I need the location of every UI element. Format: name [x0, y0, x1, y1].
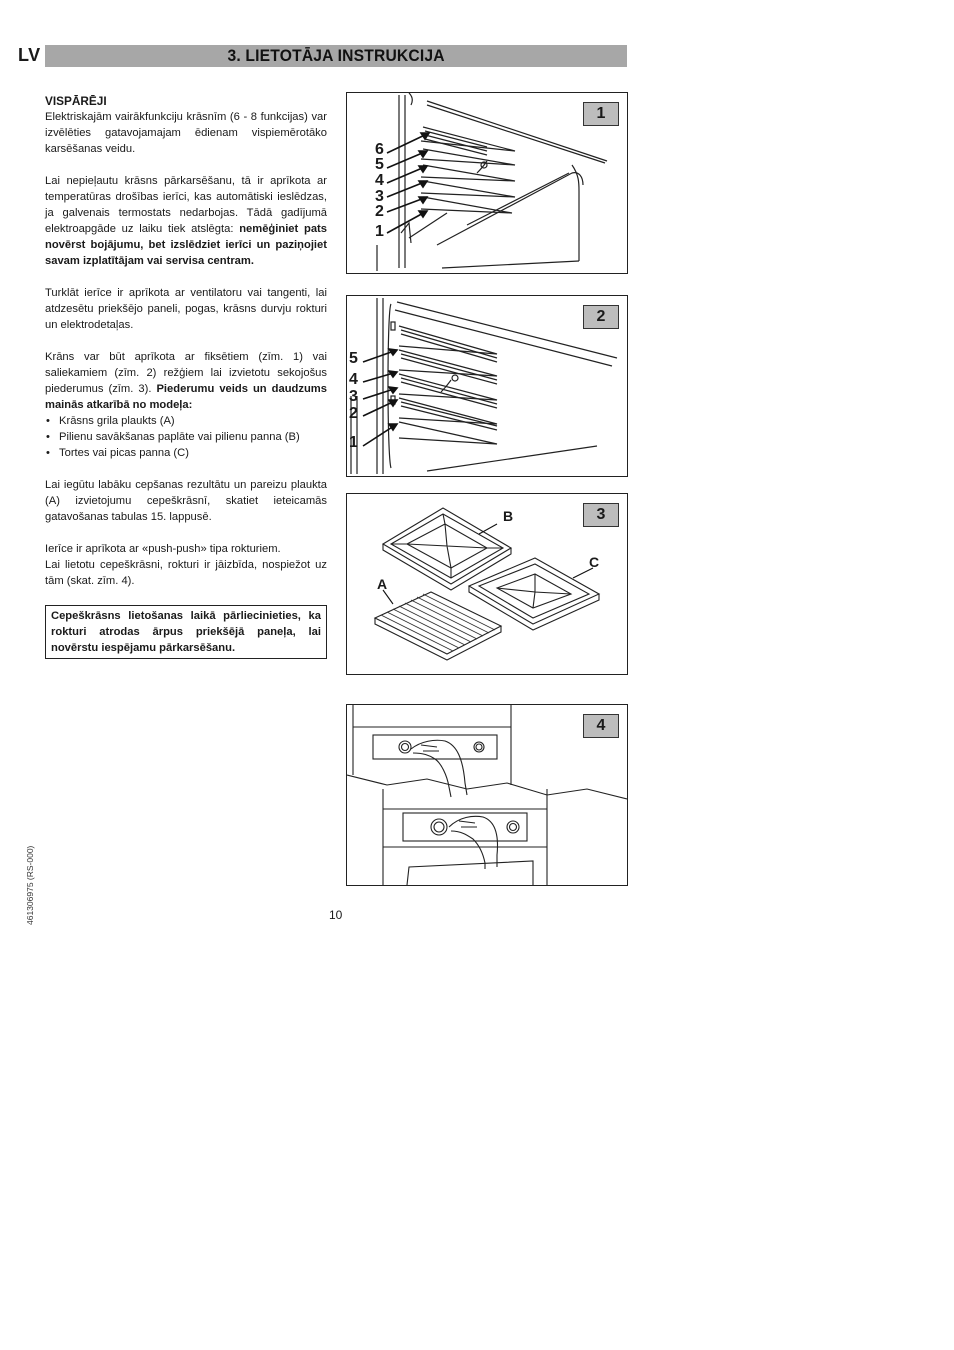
safety-text: Lai nepieļautu krāsns pārkarsēšanu, tā ir aprīkota ar temperatūras drošības ierīci, kas automātiski ieslēdzas, ja galvenais termostats nedarbojas. Tādā gadījumā elektroapgāde uz laiku tiek atslēgta: [45, 175, 327, 235]
fig1-level-6: 6 [375, 141, 384, 158]
figure-1-number: 1 [583, 102, 619, 126]
list-item: • Tortes vai picas panna (C) [45, 445, 327, 461]
figure-2-removable-racks [346, 295, 628, 477]
subsection-heading: VISPĀRĒJI [45, 94, 107, 108]
language-code: LV [18, 45, 41, 65]
fig1-level-2: 2 [375, 203, 384, 220]
fig1-level-3: 3 [375, 188, 384, 205]
figure-4-number: 4 [583, 714, 619, 738]
text-column [45, 93, 327, 659]
list-item: • Pilienu savākšanas paplāte vai pilienu panna (B) [45, 429, 327, 445]
accessories-text: Krāns var būt aprīkota ar fiksētiem (zīm. 1) vai saliekamiem (zīm. 2) režģiem lai izvietotu sekojošus piederumus (zīm. 3). [45, 351, 327, 395]
figure-3-number: 3 [583, 503, 619, 527]
fig2-level-5: 5 [349, 350, 358, 367]
fig2-level-1: 1 [349, 434, 358, 451]
fig3-label-b: B [503, 508, 514, 524]
document-code: 461306975 (RS-000) [25, 845, 35, 925]
fig3-label-a: A [377, 576, 388, 592]
paragraph-accessories [45, 349, 327, 413]
section-title: 3. LIETOTĀJA INSTRUKCIJA [227, 46, 445, 65]
fig3-label-c: C [589, 554, 600, 570]
paragraph-push-push-a: Ierīce ir aprīkota ar «push-push» tipa rokturiem. [45, 543, 281, 555]
fig1-level-4: 4 [375, 172, 384, 189]
fig2-level-2: 2 [349, 405, 358, 422]
paragraph-functions: Elektriskajām vairākfunkciju krāsnīm (6 - 8 funkcijas) var izvēlēties gatavojamajam ēdienam vispiemērotāko karsēšanas veidu. [45, 111, 327, 155]
paragraph-cooking-tables: Lai iegūtu labāku cepšanas rezultātu un pareizu plaukta (A) izvietojumu cepeškrāsnī, skatiet ieteicamās gatavošanas tabulas 15. lappusē. [45, 479, 327, 523]
paragraph-safety [45, 173, 327, 269]
fig1-level-1: 1 [375, 223, 384, 240]
figure-2-number: 2 [583, 305, 619, 329]
fig1-level-5: 5 [375, 156, 384, 173]
safety-bold-text: nemēģiniet pats novērst bojājumu, bet izslēdziet ierīci un paziņojiet savam izplatītājam vai servisa centram. [45, 223, 327, 267]
paragraph-push-push-b: Lai lietotu cepeškrāsni, rokturi ir jāizbīda, nospiežot uz tām (skat. zīm. 4). [45, 559, 327, 587]
figure-4-push-push-knobs [346, 704, 628, 886]
section-title-bar [45, 45, 627, 67]
figure-1-fixed-racks [346, 92, 628, 274]
warning-box: Cepeškrāsns lietošanas laikā pārliecinieties, ka rokturi atrodas ārpus priekšējā paneļa, lai novērstu iespējamu pārkarsēšanu. [45, 605, 327, 659]
fig2-level-4: 4 [349, 371, 358, 388]
accessory-list [45, 413, 327, 461]
figure-3-accessories [346, 493, 628, 675]
accessories-bold-text: Piederumu veids un daudzums mainās atkarībā no modeļa: [45, 383, 327, 411]
fig2-level-3: 3 [349, 388, 358, 405]
list-item: • Krāsns grila plaukts (A) [45, 413, 327, 429]
paragraph-ventilator: Turklāt ierīce ir aprīkota ar ventilatoru vai tangenti, lai atdzesētu priekšējo paneli, pogas, krāsns durvju rokturi un elektrodetaļas. [45, 287, 327, 331]
page-number: 10 [329, 908, 343, 922]
